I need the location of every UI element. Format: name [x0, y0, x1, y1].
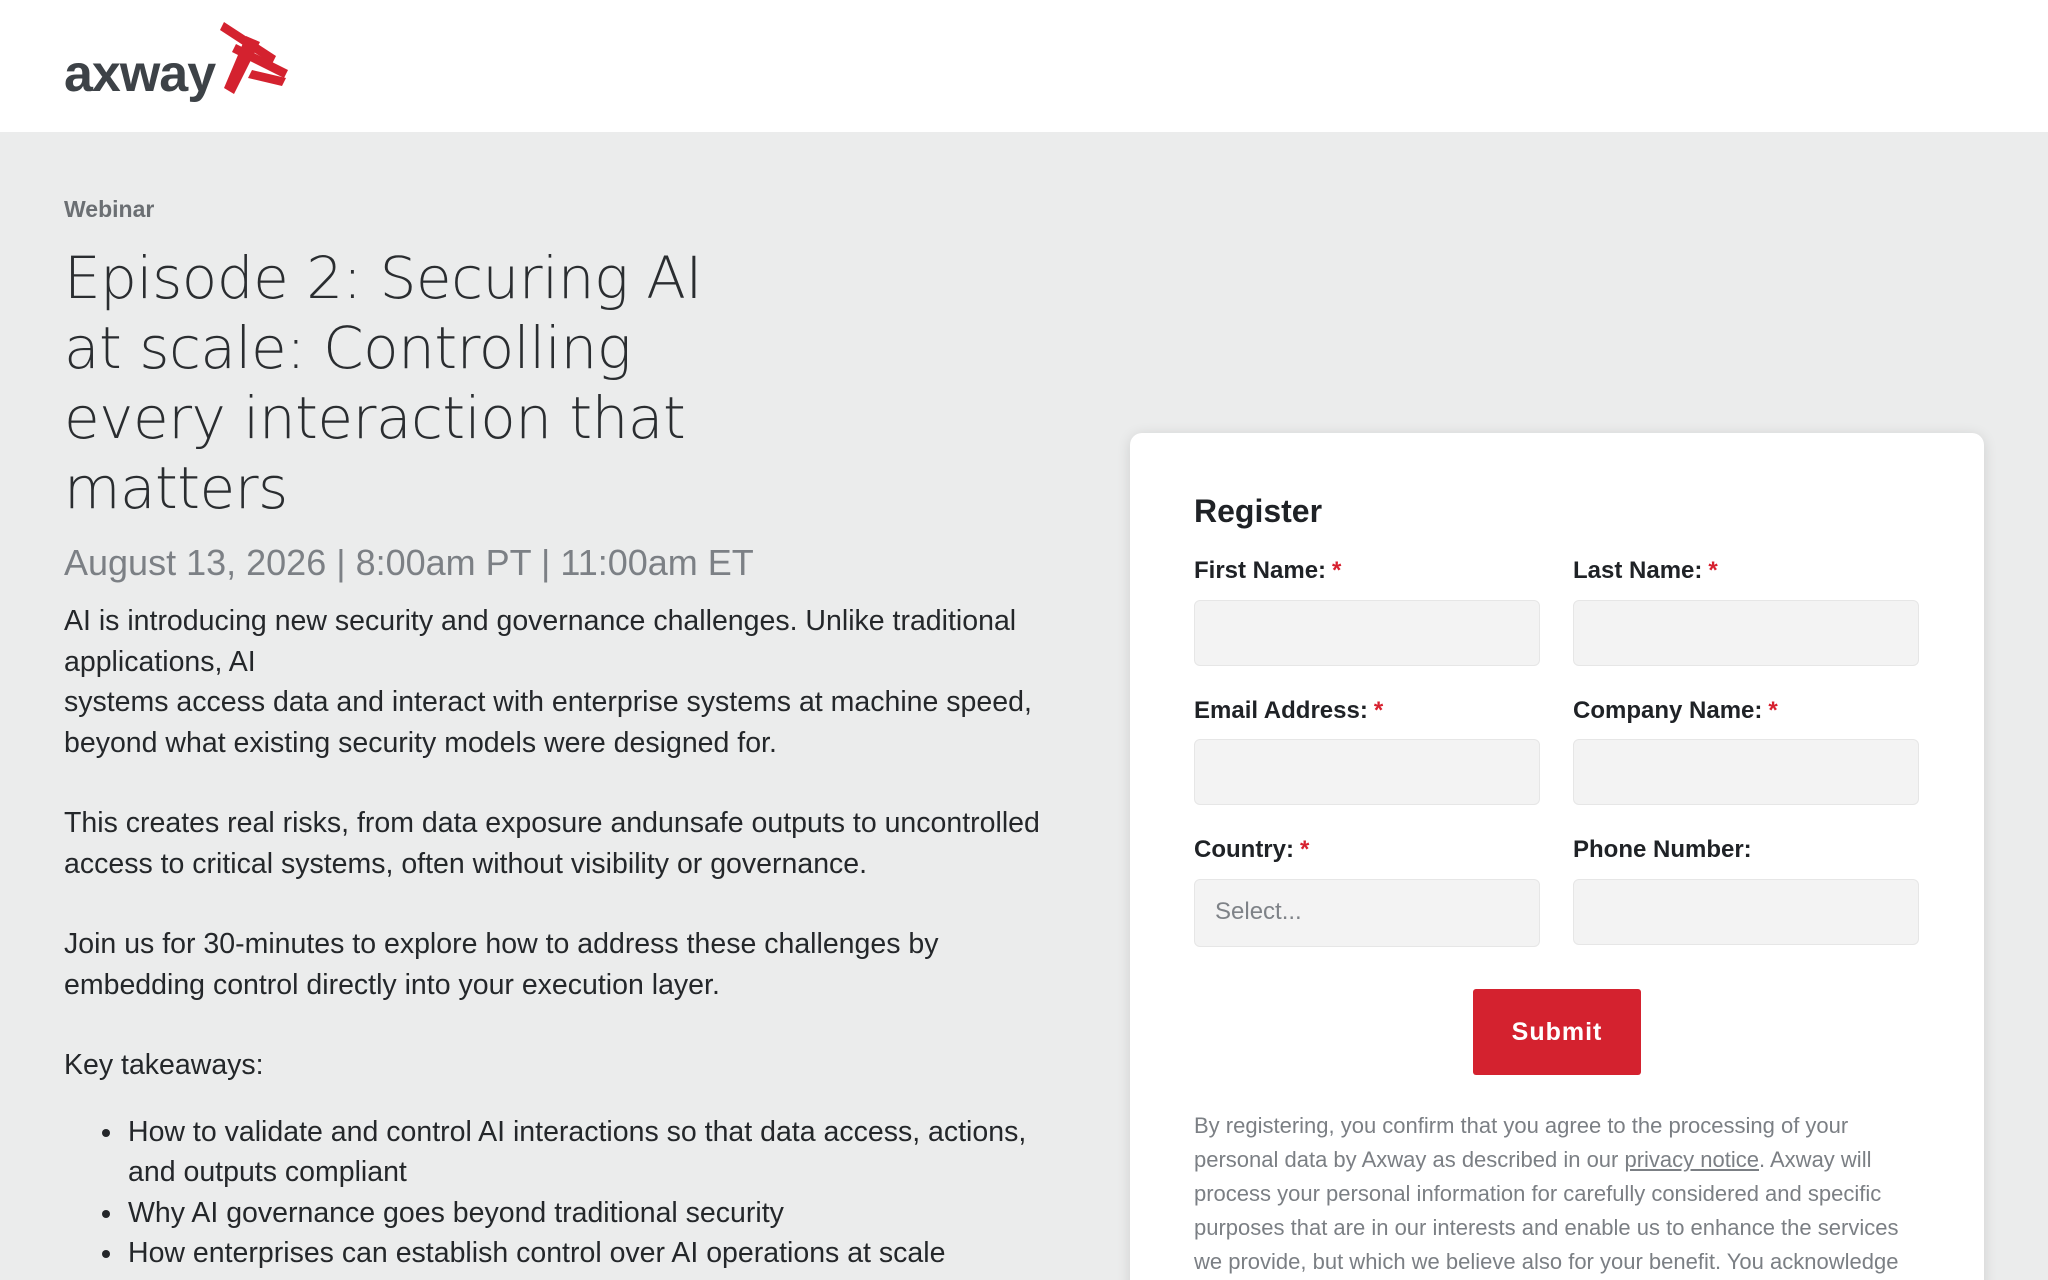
list-item: How enterprises can establish control over AI operations at scale: [64, 1233, 1074, 1274]
description-paragraph-2: This creates real risks, from data exposure andunsafe outputs to uncontrolled access to critical systems, often without visibility or governance.: [64, 807, 1040, 880]
event-date: August 13, 2026 | 8:00am PT | 11:00am ET: [64, 542, 754, 583]
logo-wordmark: axway: [64, 45, 216, 103]
first-name-input[interactable]: [1194, 600, 1540, 666]
register-form-card: [1130, 433, 1984, 1280]
country-select[interactable]: [1194, 879, 1540, 947]
last-name-label-text: Last Name:: [1573, 557, 1703, 584]
submit-button[interactable]: Submit: [1473, 989, 1641, 1075]
last-name-label: [1573, 557, 1718, 585]
country-select-value: Select...: [1215, 898, 1302, 925]
email-input[interactable]: [1194, 739, 1540, 805]
first-name-label: [1194, 557, 1341, 585]
event-type-label: Webinar: [64, 196, 155, 222]
phone-input[interactable]: [1573, 879, 1919, 945]
company-label-text: Company Name:: [1573, 697, 1763, 724]
list-item: Why AI governance goes beyond traditional security: [64, 1193, 1074, 1234]
email-label: [1194, 697, 1383, 725]
phone-label: [1573, 836, 1752, 864]
list-item: How to validate and control AI interactions so that data access, actions, and outputs compliant: [64, 1112, 1074, 1193]
form-title: Register: [1194, 493, 1323, 529]
event-details: [64, 196, 1064, 1274]
first-name-label-text: First Name:: [1194, 557, 1327, 584]
disclaimer-text-start: By registering, you confirm that you agree to the processing of your personal data by Axway as described in our: [1194, 1113, 1849, 1172]
axway-chevron-icon: [216, 22, 290, 94]
description-paragraph-3: Join us for 30-minutes to explore how to address these challenges by embedding control directly into your execution layer.: [64, 928, 939, 1001]
axway-logo[interactable]: [64, 22, 215, 102]
last-name-input[interactable]: [1573, 600, 1919, 666]
email-label-text: Email Address:: [1194, 697, 1368, 724]
site-header: [0, 0, 2048, 132]
required-asterisk: *: [1373, 697, 1384, 724]
event-description: [64, 601, 1074, 1274]
required-asterisk: *: [1332, 557, 1342, 584]
required-asterisk: *: [1299, 836, 1310, 863]
page-title: Episode 2: Securing AI at scale: Controlling every interaction that matters: [64, 244, 702, 522]
privacy-disclaimer: [1194, 1109, 1922, 1279]
description-paragraph-1: systems access data and interact with enterprise systems at machine speed, beyond what existing security models were designed for.: [64, 686, 1032, 759]
country-label-text: Country:: [1194, 836, 1294, 863]
privacy-notice-link[interactable]: privacy notice: [1624, 1147, 1759, 1172]
required-asterisk: *: [1708, 557, 1718, 584]
takeaways-list: [64, 1112, 1074, 1274]
takeaways-heading: Key takeaways:: [64, 1049, 264, 1081]
required-asterisk: *: [1768, 697, 1778, 724]
description-intro-line: AI is introducing new security and governance challenges. Unlike traditional applications, AI: [64, 605, 1017, 678]
country-label: [1194, 836, 1309, 864]
disclaimer-text-end: . Axway will process your personal information for carefully considered and specific purposes that are in our interests and enable us to enhance the services we provide, but which we believe also for your benefit. You acknowledge: [1194, 1147, 1899, 1274]
phone-label-text: Phone Number:: [1573, 836, 1752, 863]
company-input[interactable]: [1573, 739, 1919, 805]
company-label: [1573, 697, 1778, 725]
